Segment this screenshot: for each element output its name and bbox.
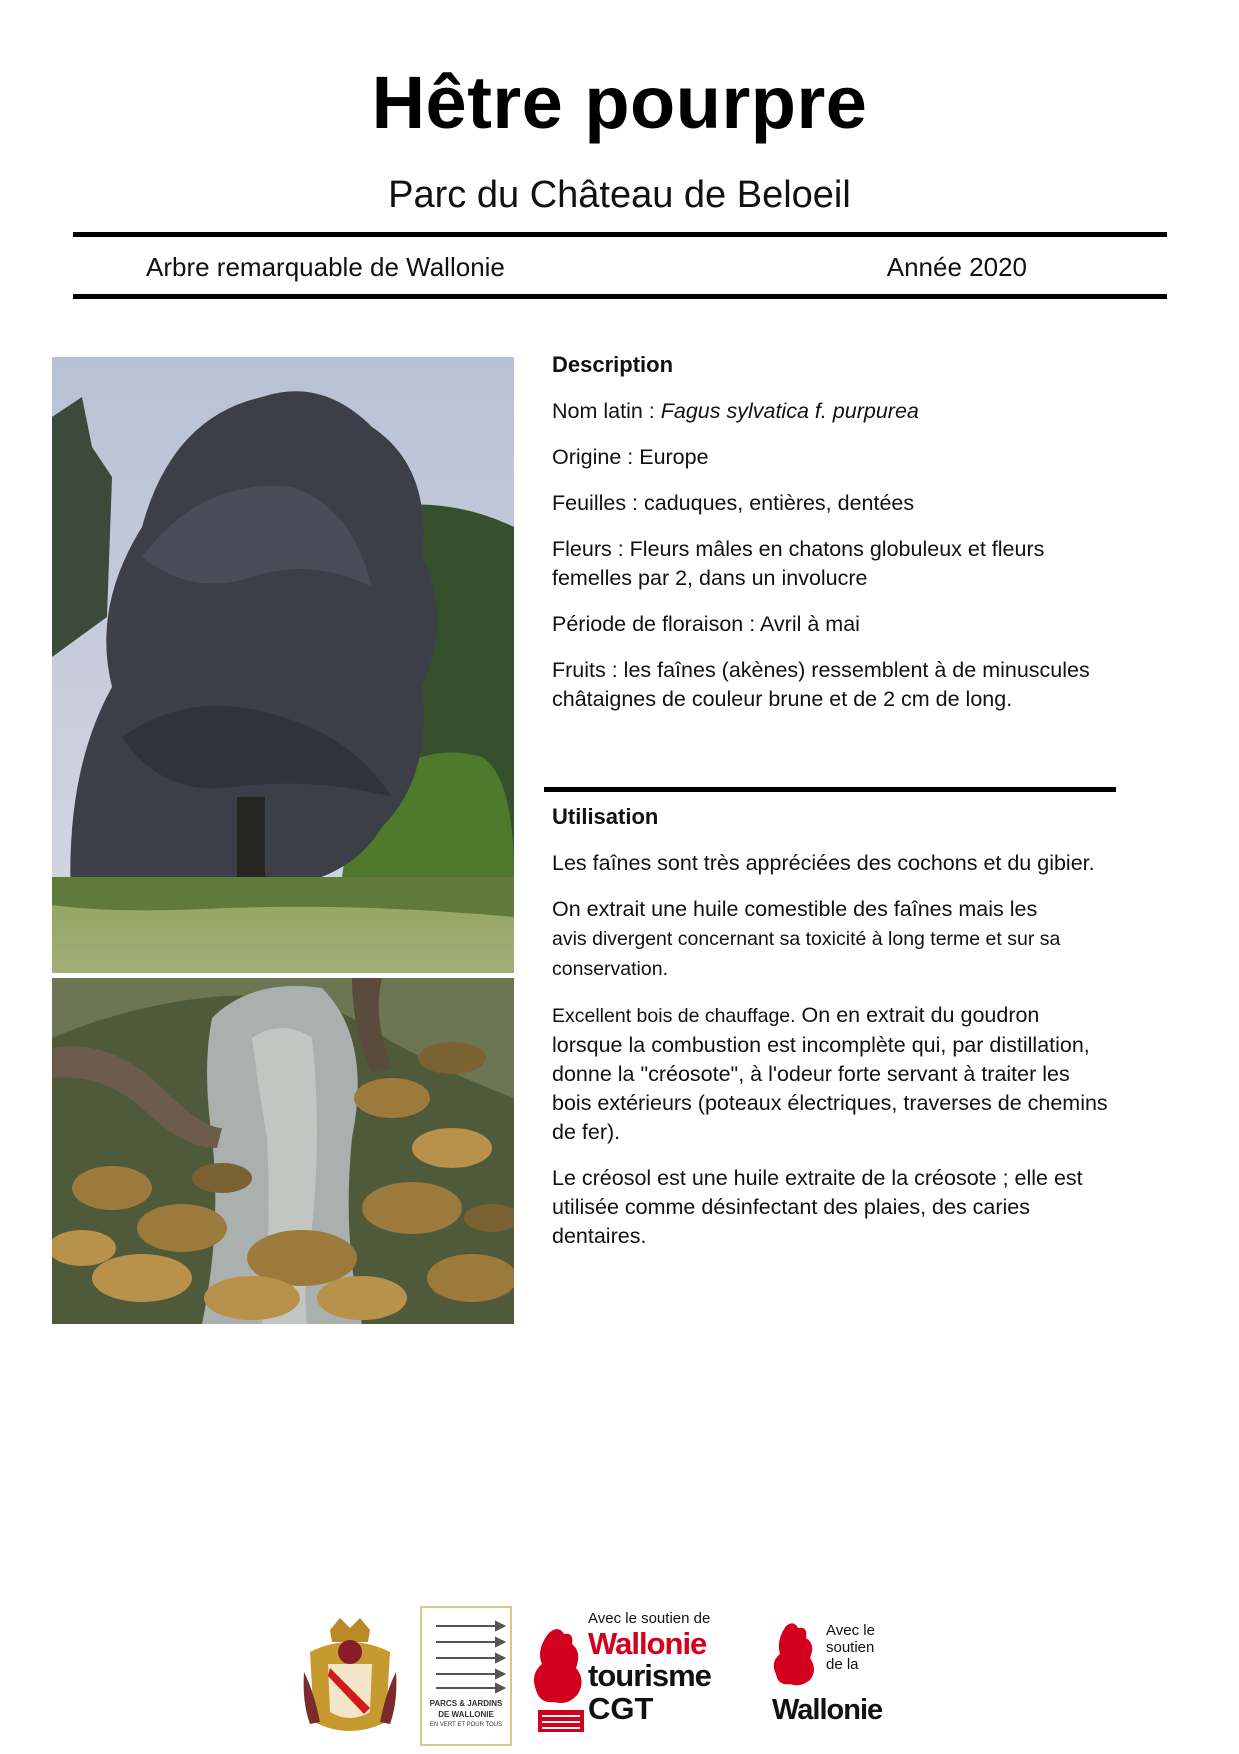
- usage-heading: Utilisation: [552, 804, 659, 829]
- cgt-line-2: Wallonie: [588, 1626, 707, 1661]
- sponsor-logos: [0, 1598, 1239, 1748]
- page-subtitle: Parc du Château de Beloeil: [388, 174, 851, 216]
- trunk-photo: [52, 978, 514, 1324]
- header-rule-bottom: [73, 294, 1167, 299]
- flowering-period: Période de floraison : Avril à mai: [552, 612, 860, 636]
- usage-paragraph-3: [552, 1001, 1112, 1147]
- rooster-icon: [770, 1620, 820, 1690]
- category-label: Arbre remarquable de Wallonie: [146, 252, 505, 282]
- parcs-line-2: DE WALLONIE: [438, 1710, 494, 1719]
- cgt-line-1: Avec le soutien de: [588, 1610, 711, 1627]
- arrows-icon: [422, 1614, 510, 1694]
- cgt-line-3: tourisme: [588, 1658, 711, 1693]
- usage-paragraph-2-start: On extrait une huile comestible des faînes mais les: [552, 897, 1038, 921]
- usage-section: [552, 802, 1112, 1268]
- tree-photo: [52, 357, 514, 973]
- usage-paragraph-1: Les faînes sont très appréciées des cochons et du gibier.: [552, 851, 1095, 875]
- wallonie-support-logo: [770, 1620, 910, 1740]
- flowers: Fleurs : Fleurs mâles en chatons globuleux et fleurs femelles par 2, dans un involucre: [552, 537, 1045, 590]
- wal-line-4: Wallonie: [772, 1694, 883, 1726]
- rooster-icon: [528, 1624, 590, 1734]
- description-heading: Description: [552, 352, 674, 377]
- origin: Origine : Europe: [552, 445, 709, 469]
- year-label: Année 2020: [886, 252, 1027, 282]
- wal-line-3: de la: [826, 1656, 859, 1673]
- page-title: Hêtre pourpre: [371, 61, 868, 144]
- latin-name-label: Nom latin :: [552, 399, 661, 423]
- wallonie-tourisme-cgt-logo: [528, 1610, 728, 1746]
- usage-paragraph-2: [552, 895, 1112, 984]
- usage-paragraph-3-start: Excellent bois de chauffage.: [552, 1005, 796, 1027]
- cgt-line-4: CGT: [588, 1691, 654, 1726]
- parcs-line-3: EN VERT ET POUR TOUS: [429, 1722, 503, 1728]
- beloeil-coat-of-arms-logo: [300, 1612, 400, 1742]
- usage-paragraph-2-end: avis divergent concernant sa toxicité à long terme et sur sa conservation.: [552, 928, 1061, 980]
- parcs-line-1: PARCS & JARDINS: [429, 1699, 503, 1708]
- wal-line-1: Avec le: [826, 1622, 875, 1639]
- usage-paragraph-3-end: On en extrait du goudron lorsque la combustion est incomplète qui, par distillation, donne la "créosote", à l'odeur forte servant à traiter les bois extérieurs (poteaux électriques, traverses de chemins de fer).: [552, 1003, 1108, 1144]
- latin-name: [552, 397, 1112, 426]
- usage-paragraph-4: Le créosol est une huile extraite de la créosote ; elle est utilisée comme désinfectant des plaies, des caries dentaires.: [552, 1166, 1083, 1248]
- section-rule: [544, 787, 1116, 792]
- fruits: Fruits : les faînes (akènes) ressemblent à de minuscules châtaignes de couleur brune et de 2 cm de long.: [552, 658, 1090, 711]
- wal-line-2: soutien: [826, 1639, 875, 1656]
- header-rule-top: [73, 232, 1167, 237]
- leaves: Feuilles : caduques, entières, dentées: [552, 491, 915, 515]
- latin-name-value: Fagus sylvatica f. purpurea: [660, 399, 919, 423]
- parcs-jardins-wallonie-logo: [420, 1606, 512, 1746]
- description-section: [552, 350, 1112, 731]
